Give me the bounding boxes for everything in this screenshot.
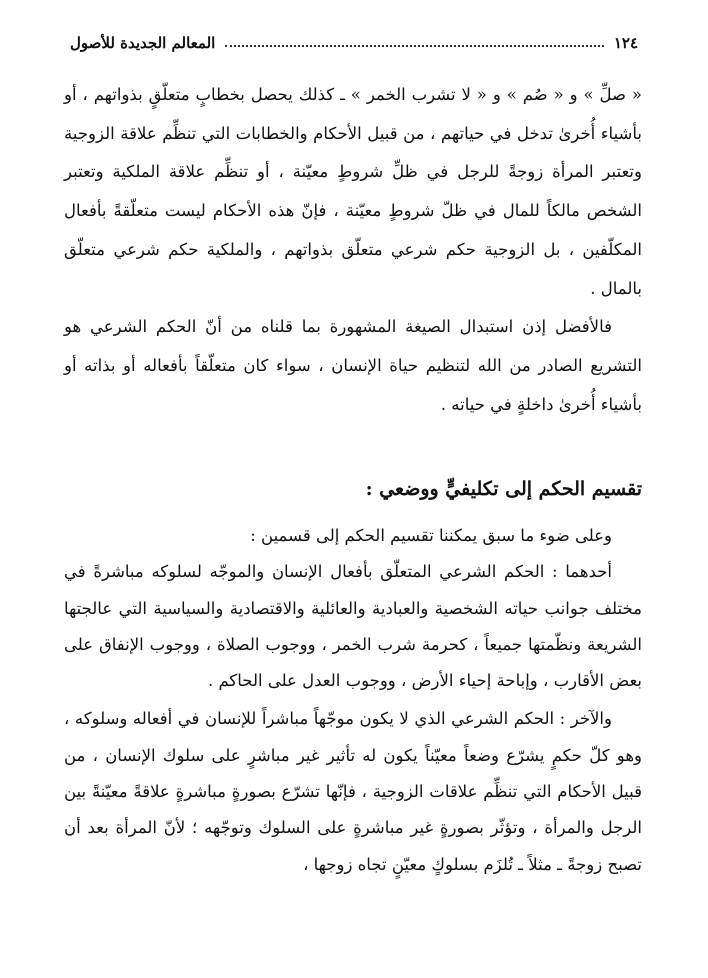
header-dotted-leader: [225, 45, 604, 47]
body-text-bottom: [64, 518, 642, 883]
running-header: [70, 30, 638, 56]
paragraph: فالأفضل إذن استبدال الصيغة المشهورة بما قلناه من أنّ الحكم الشرعي هو التشريع الصادر من الله لتنظيم حياة الإنسان ، سواء كان متعلّقاً بأفعاله أو بذاته أو بأشياء أُخرىٰ داخلةٍ في حياته .: [64, 317, 642, 414]
paragraph: وعلى ضوء ما سبق يمكننا تقسيم الحكم إلى قسمين :: [250, 526, 612, 545]
paragraph: أحدهما : الحكم الشرعي المتعلّق بأفعال الإنسان والموجّه لسلوكه مباشرةً في مختلف جوانب حياته الشخصية والعبادية والعائلية والاقتصادية والسياسية التي عالجتها الشريعة ونظّمتها جميعاً ، كحرمة شرب الخمر ، ووجوب الصلاة ، ووجوب الإنفاق على بعض الأقارب ، وإباحة إحياء الأرض ، ووجوب العدل على الحاكم .: [64, 562, 642, 691]
paragraph: والآخر : الحكم الشرعي الذي لا يكون موجّهاً مباشراً للإنسان في أفعاله وسلوكه ، وهو كلّ حكمٍ يشرّع وضعاً معيّناً يكون له تأثير غير مباشرٍ على سلوك الإنسان ، من قبيل الأحكام التي تنظِّم علاقات الزوجية ، فإنّها تشرّع بصورةٍ مباشرةٍ علاقةً معيّنةً بين الرجل والمرأة ، وتؤثّر بصورةٍ غير مباشرةٍ على السلوك وتوجّهه ؛ لأنّ المرأة بعد أن تصبح زوجةً ـ مثلاً ـ تُلزَم بسلوكٍ معيّنٍ تجاه زوجها ،: [64, 709, 642, 874]
paragraph: « صلِّ » و « صُم » و « لا تشرب الخمر » ـ كذلك يحصل بخطابٍ متعلّقٍ بذواتهم ، أو بأشياء أُخرىٰ تدخل في حياتهم ، من قبيل الأحكام والخطابات التي تنظِّم علاقة الزوجية وتعتبر المرأة زوجةً للرجل في ظلِّ شروطٍ معيّنة ، أو تنظِّم علاقة الملكية وتعتبر الشخص مالكاً للمال في ظلّ شروطٍ معيّنة ، فإنّ هذه الأحكام ليست متعلّقةً بأفعال المكلّفين ، بل الزوجية حكم شرعي متعلّق بذواتهم ، والملكية حكم شرعي متعلّق بالمال .: [64, 85, 642, 298]
book-title: المعالم الجديدة للأصول: [70, 34, 216, 52]
page-number: ١٢٤: [613, 34, 638, 52]
section-heading: تقسيم الحكم إلى تكليفيٍّ ووضعي :: [365, 478, 642, 500]
body-text-top: [64, 76, 642, 424]
